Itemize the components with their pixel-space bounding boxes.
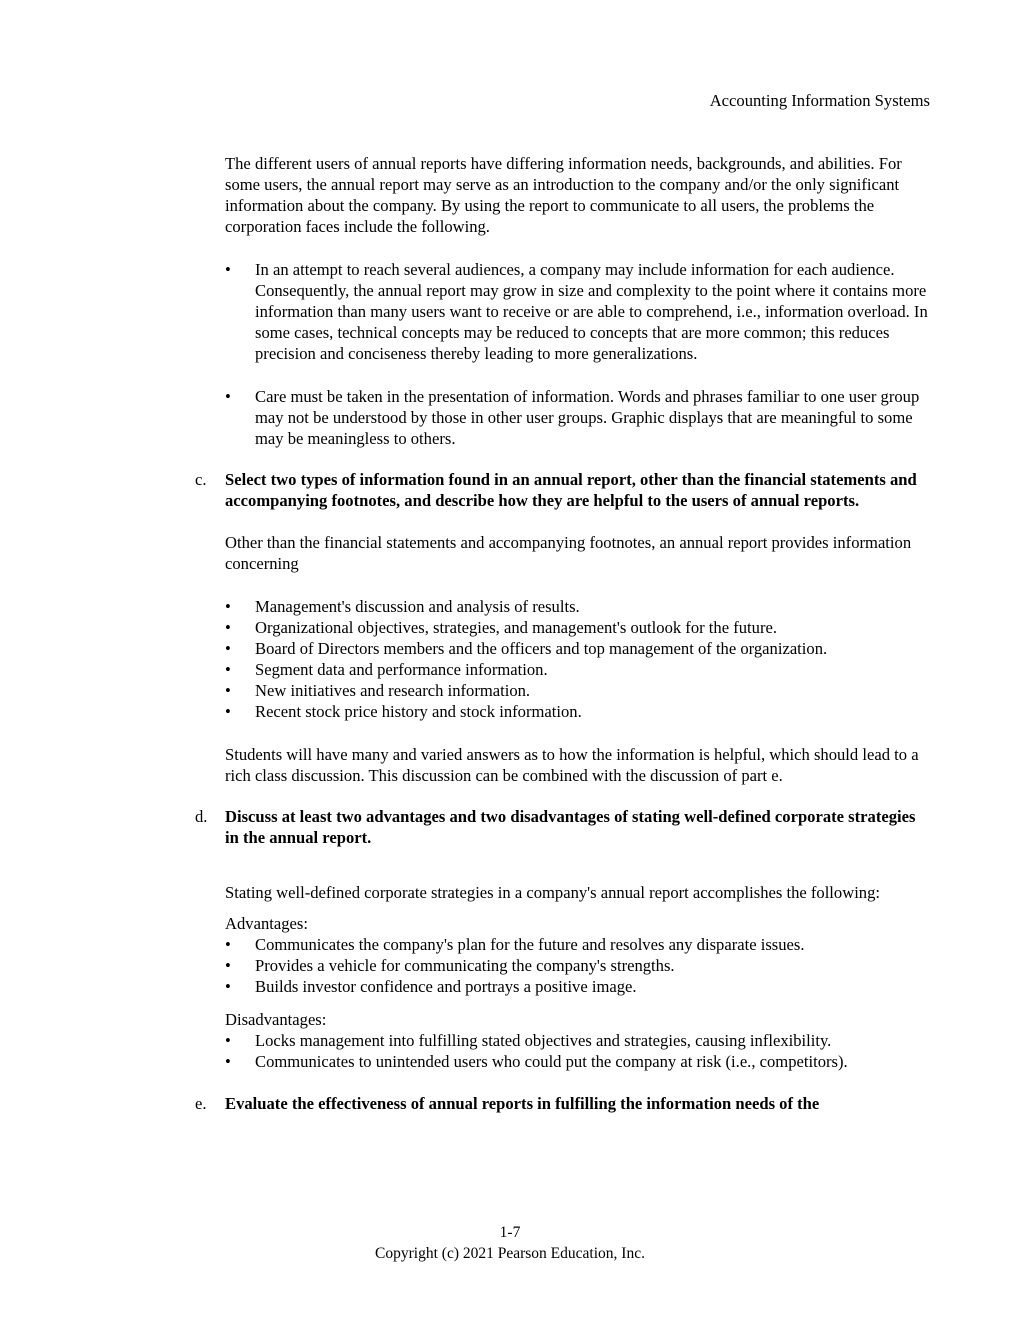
list-item: • Communicates to unintended users who could put the company at risk (i.e., competitors). [225, 1051, 930, 1072]
list-item: • In an attempt to reach several audiences, a company may include information for each audience. Consequently, the annual report may grow in size and complexity to the point where it contains more information than many users want to receive or are able to comprehend, i.e., information overload. In some cases, technical concepts may be reduced to concepts that are more common; this reduces precision and conciseness thereby leading to more generalizations. [225, 259, 930, 364]
question-d [195, 806, 930, 848]
question-text: Select two types of information found in an annual report, other than the financial statements and accompanying footnotes, and describe how they are helpful to the users of annual reports. [225, 470, 917, 510]
advantages-label: Advantages: [225, 914, 308, 933]
page-footer [0, 1222, 1020, 1264]
answer-c-close: Students will have many and varied answers as to how the information is helpful, which should lead to a rich class discussion. This discussion can be combined with the discussion of part e. [225, 745, 919, 785]
question-text: Evaluate the effectiveness of annual reports in fulfilling the information needs of the [225, 1094, 820, 1113]
list-item: • New initiatives and research information. [225, 680, 930, 701]
list-item: • Communicates the company's plan for the future and resolves any disparate issues. [225, 934, 930, 955]
question-text: Discuss at least two advantages and two disadvantages of stating well-defined corporate strategies in the annual report. [225, 807, 916, 847]
info-types-list [195, 596, 930, 722]
list-item: • Provides a vehicle for communicating the company's strengths. [225, 955, 930, 976]
advantages-list [195, 934, 930, 997]
list-item: • Management's discussion and analysis of results. [225, 596, 930, 617]
question-label: e. [195, 1094, 207, 1113]
list-item: • Organizational objectives, strategies, and management's outlook for the future. [225, 617, 930, 638]
running-header: Accounting Information Systems [709, 91, 930, 110]
question-e [195, 1093, 930, 1114]
intro-paragraph: The different users of annual reports have differing information needs, backgrounds, and abilities. For some users, the annual report may serve as an introduction to the company and/or the only significant information about the company. By using the report to communicate to all users, the problems the corporation faces include the following. [225, 154, 902, 236]
problems-list [195, 259, 930, 364]
list-item: • Builds investor confidence and portrays a positive image. [225, 976, 930, 997]
list-item: • Segment data and performance information. [225, 659, 930, 680]
disadvantages-list [195, 1030, 930, 1072]
question-c [195, 469, 930, 511]
page-body [195, 153, 930, 1114]
list-item: • Locks management into fulfilling stated objectives and strategies, causing inflexibility. [225, 1030, 930, 1051]
question-label: c. [195, 470, 207, 489]
answer-d-intro: Stating well-defined corporate strategies in a company's annual report accomplishes the following: [225, 883, 881, 902]
list-item: • Recent stock price history and stock information. [225, 701, 930, 722]
page-number: 1-7 [499, 1224, 521, 1241]
problems-list-2 [195, 386, 930, 449]
copyright-notice: Copyright (c) 2021 Pearson Education, Inc. [375, 1245, 645, 1262]
list-item: • Care must be taken in the presentation of information. Words and phrases familiar to one user group may not be understood by those in other user groups. Graphic displays that are meaningful to some may be meaningless to others. [225, 386, 930, 449]
answer-c-intro: Other than the financial statements and accompanying footnotes, an annual report provides information concerning [225, 533, 912, 573]
disadvantages-label: Disadvantages: [225, 1010, 327, 1029]
question-label: d. [195, 807, 208, 826]
list-item: • Board of Directors members and the officers and top management of the organization. [225, 638, 930, 659]
